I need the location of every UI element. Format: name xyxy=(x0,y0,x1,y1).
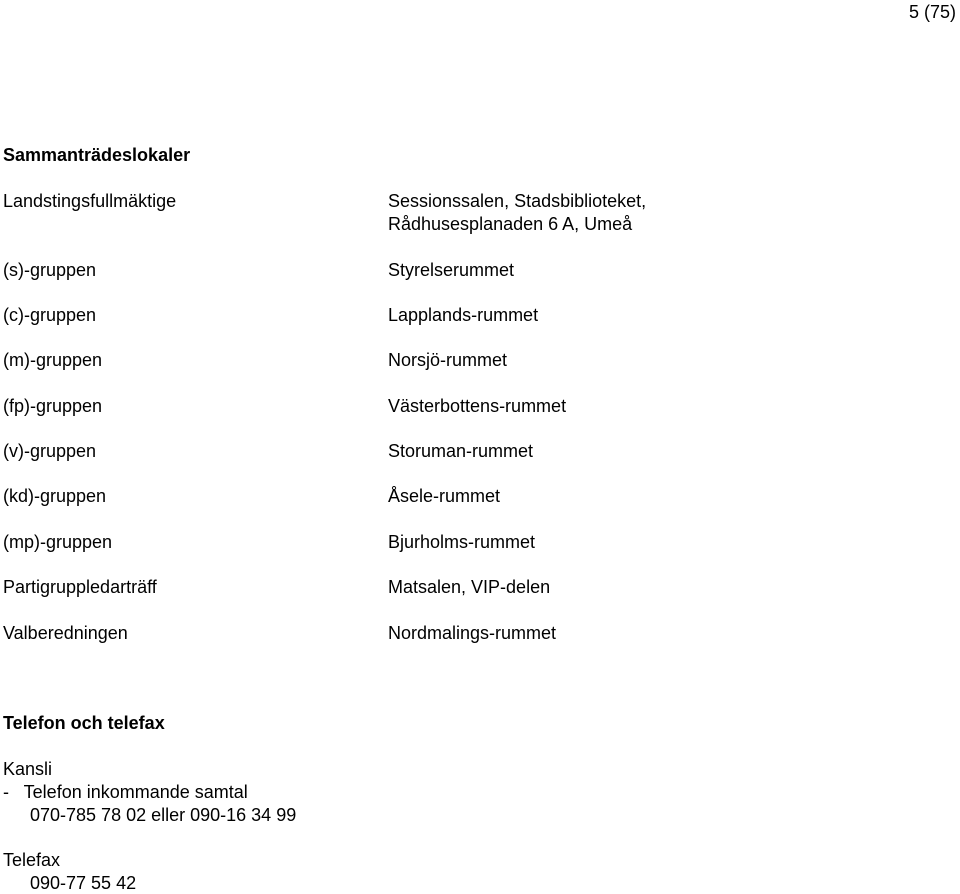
section-heading-meeting-rooms: Sammanträdeslokaler xyxy=(3,145,191,165)
group-name: (kd)-gruppen xyxy=(3,486,107,506)
room-name: Storuman-rummet xyxy=(388,441,534,461)
group-name: (c)-gruppen xyxy=(3,305,97,325)
group-name: Landstingsfullmäktige xyxy=(3,191,177,211)
group-name: (s)-gruppen xyxy=(3,260,97,280)
room-name: Matsalen, VIP-delen xyxy=(388,577,551,597)
group-name: (fp)-gruppen xyxy=(3,396,103,416)
group-name: (mp)-gruppen xyxy=(3,532,113,552)
room-name: Styrelserummet xyxy=(388,260,515,280)
room-name: Västerbottens-rummet xyxy=(388,396,567,416)
room-name: Sessionssalen, Stadsbiblioteket, xyxy=(388,191,647,211)
page-number: 5 (75) xyxy=(908,2,956,22)
office-label: Kansli xyxy=(3,759,53,779)
incoming-calls-numbers: 070-785 78 02 eller 090-16 34 99 xyxy=(30,805,297,825)
room-name: Bjurholms-rummet xyxy=(388,532,536,552)
section-heading-phone-fax: Telefon och telefax xyxy=(3,713,165,733)
room-name: Nordmalings-rummet xyxy=(388,623,557,643)
group-name: Partigruppledarträff xyxy=(3,577,157,597)
room-name: Åsele-rummet xyxy=(388,486,501,506)
room-name: Norsjö-rummet xyxy=(388,350,508,370)
fax-label: Telefax xyxy=(3,850,61,870)
incoming-calls-label: - Telefon inkommande samtal xyxy=(3,782,248,802)
room-name: Lapplands-rummet xyxy=(388,305,539,325)
group-name: (v)-gruppen xyxy=(3,441,97,461)
fax-number: 090-77 55 42 xyxy=(30,873,137,893)
group-name: Valberedningen xyxy=(3,623,128,643)
room-address: Rådhusesplanaden 6 A, Umeå xyxy=(388,214,633,234)
group-name: (m)-gruppen xyxy=(3,350,103,370)
